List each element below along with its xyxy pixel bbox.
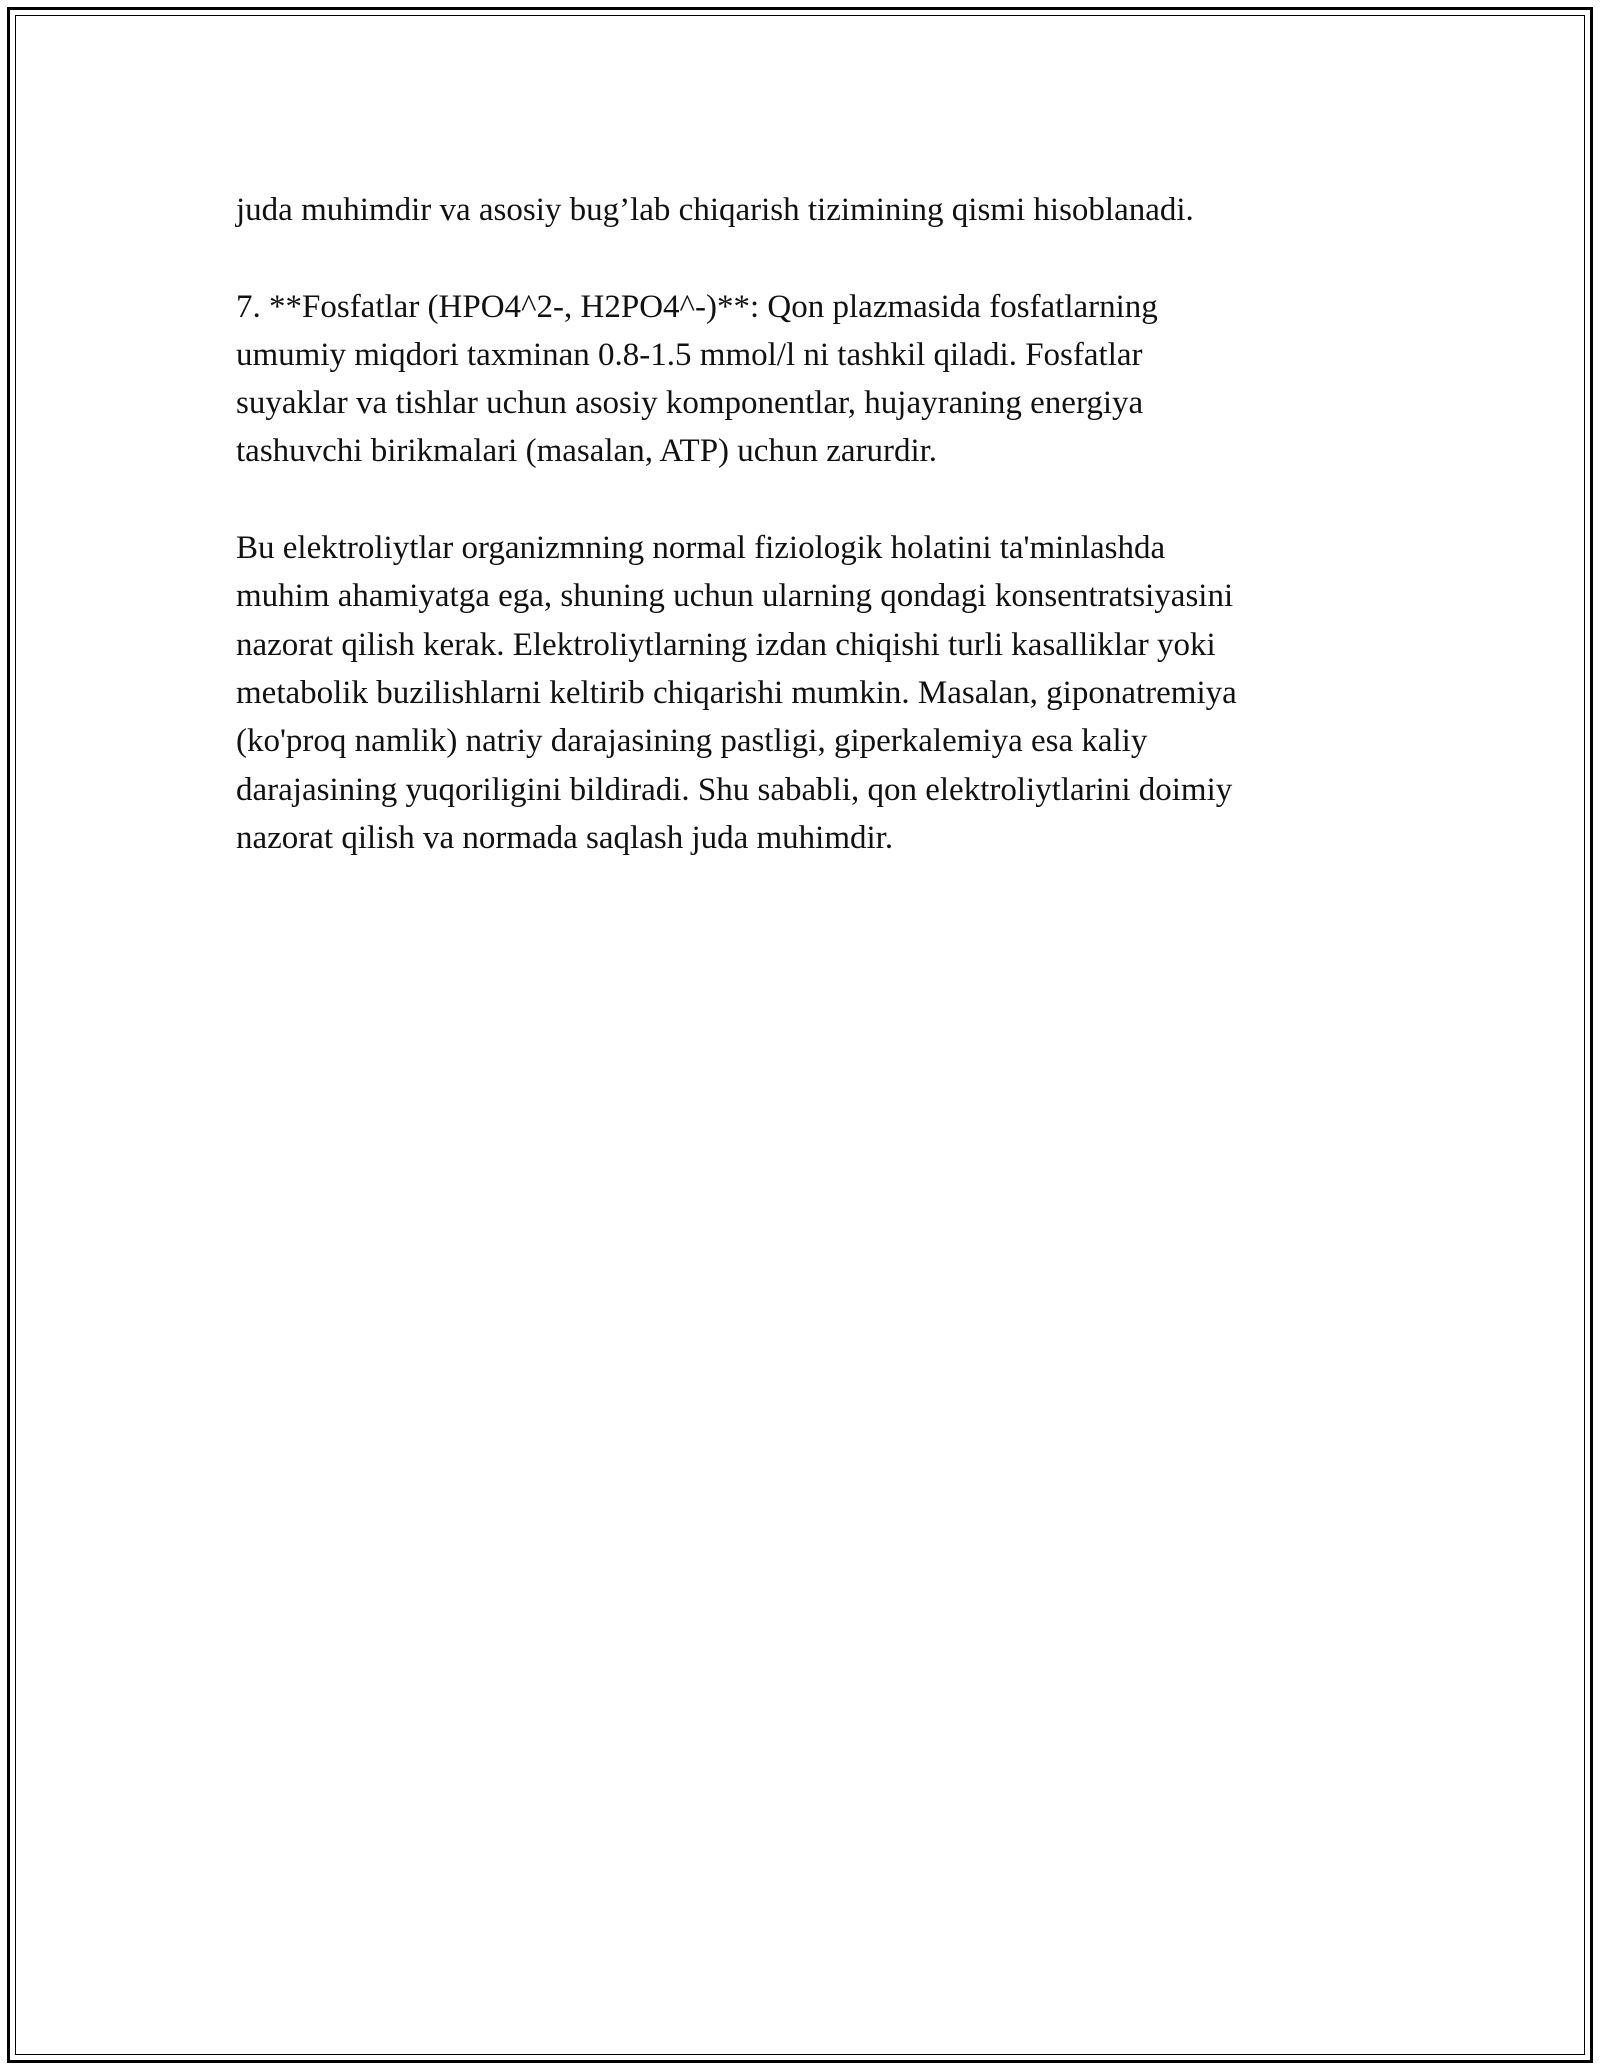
text-line: juda muhimdir va asosiy bug’lab chiqarish tizimining qismi hisoblanadi. [236, 192, 1194, 228]
text-line: nazorat qilish va normada saqlash juda muhimdir. [236, 819, 894, 856]
text-line: umumiy miqdori taxminan 0.8-1.5 mmol/l ni tashkil qiladi. Fosfatlar [236, 336, 1143, 373]
text-line: suyaklar va tishlar uchun asosiy komponentlar, hujayraning energiya [236, 385, 1144, 422]
paragraph-spacer [236, 476, 1366, 524]
paragraph-phosphates [236, 283, 1366, 476]
text-line: (ko'proq namlik) natriy darajasining pastligi, giperkalemiya esa kaliy [236, 723, 1148, 760]
text-line: muhim ahamiyatga ega, shuning uchun ularning qondagi konsentratsiyasini [236, 578, 1234, 615]
document-body [236, 186, 1366, 862]
text-line: metabolik buzilishlarni keltirib chiqarishi mumkin. Masalan, giponatremiya [236, 674, 1237, 711]
text-line: Bu elektroliytlar organizmning normal fiziologik holatini ta'minlashda [236, 530, 1166, 567]
text-line: tashuvchi birikmalari (masalan, ATP) uchun zarurdir. [236, 433, 938, 470]
paragraph-continuation [236, 186, 1366, 234]
paragraph-spacer [236, 234, 1366, 282]
text-line: darajasining yuqoriligini bildiradi. Shu sababli, qon elektroliytlarini doimiy [236, 771, 1233, 808]
text-line: 7. **Fosfatlar (HPO4^2-, H2PO4^-)**: Qon plazmasida fosfatlarning [236, 288, 1158, 325]
paragraph-conclusion [236, 524, 1366, 862]
text-line: nazorat qilish kerak. Elektroliytlarning izdan chiqishi turli kasalliklar yoki [236, 626, 1216, 663]
